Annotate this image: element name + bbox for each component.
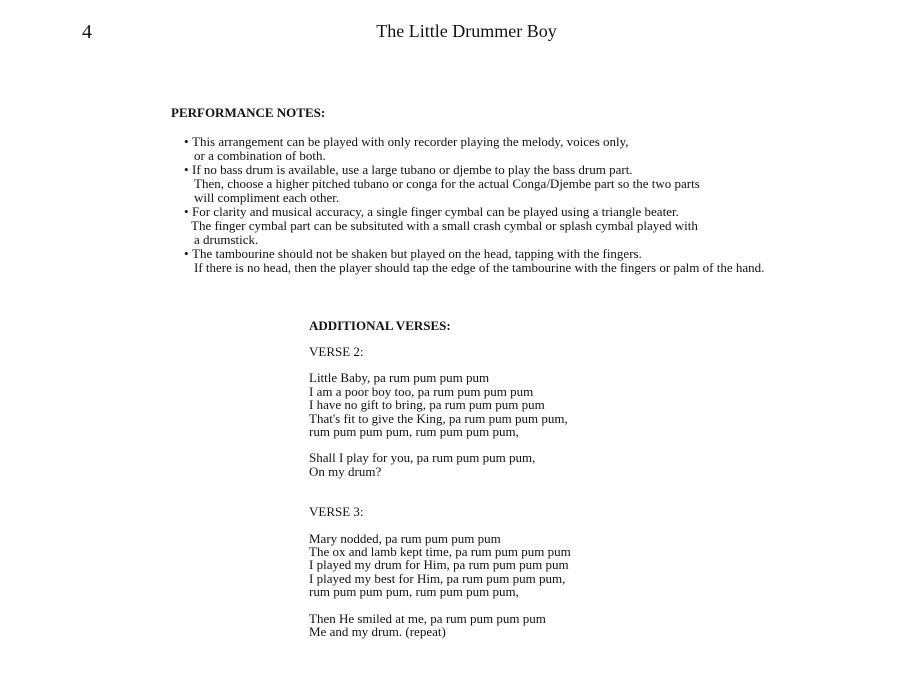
note-item [171, 135, 871, 163]
lyric-line: I have no gift to bring, pa rum pum pum pum [309, 397, 545, 413]
lyric-line: I played my drum for Him, pa rum pum pum pum [309, 557, 569, 573]
additional-verses-heading: ADDITIONAL VERSES: [309, 318, 451, 333]
page-number: 4 [82, 21, 92, 43]
lyric-line: Mary nodded, pa rum pum pum pum [309, 530, 501, 546]
note-item [171, 163, 871, 205]
lyric-line: rum pum pum pum, rum pum pum pum, [309, 584, 519, 600]
lyric-line: Little Baby, pa rum pum pum pum [309, 370, 490, 386]
lyric-line: Then He smiled at me, pa rum pum pum pum [309, 610, 546, 626]
verse-label: VERSE 2: [309, 344, 364, 359]
note-line: Then, choose a higher pitched tubano or conga for the actual Conga/Djembe part so the two parts [194, 176, 700, 191]
bullet-icon: • [184, 134, 189, 149]
note-line: The finger cymbal part can be subsituted with a small crash cymbal or splash cymbal played with [191, 218, 698, 233]
bullet-icon: • [184, 162, 189, 177]
verse-label: VERSE 3: [309, 504, 364, 520]
note-line: or a combination of both. [194, 148, 326, 163]
lyric-line: I played my best for Him, pa rum pum pum pum, [309, 570, 566, 586]
lyric-line: Shall I play for you, pa rum pum pum pum, [309, 450, 536, 466]
bullet-icon: • [184, 204, 189, 219]
lyric-line: The ox and lamb kept time, pa rum pum pum pum [309, 544, 571, 560]
verse-stanza [309, 451, 729, 478]
verse-stanza [309, 532, 729, 599]
note-line: will compliment each other. [194, 190, 340, 205]
bullet-icon: • [184, 246, 189, 261]
note-text: This arrangement can be played with only recorder playing the melody, voices only, [192, 134, 629, 149]
page-title: The Little Drummer Boy [376, 21, 557, 41]
additional-verses-section [309, 318, 729, 639]
note-line [171, 247, 871, 261]
performance-notes-section [171, 105, 871, 275]
note-item [171, 205, 871, 247]
note-line: a drumstick. [194, 232, 259, 247]
lyric-line: rum pum pum pum, rum pum pum pum, [309, 424, 519, 440]
note-text: If no bass drum is available, use a large tubano or djembe to play the bass drum part. [192, 162, 633, 177]
verse-stanza [309, 612, 729, 639]
note-text: For clarity and musical accuracy, a single finger cymbal can be played using a triangle beater. [192, 204, 679, 219]
lyric-line: On my drum? [309, 463, 382, 479]
note-line: If there is no head, then the player should tap the edge of the tambourine with the fingers or palm of the hand. [194, 260, 765, 275]
note-line [171, 163, 871, 177]
performance-notes-list [171, 135, 871, 275]
note-text: The tambourine should not be shaken but played on the head, tapping with the fingers. [192, 246, 642, 261]
performance-notes-heading: PERFORMANCE NOTES: [171, 105, 326, 120]
lyric-line: That's fit to give the King, pa rum pum pum pum, [309, 410, 568, 426]
note-item [171, 247, 871, 275]
note-line [171, 205, 871, 219]
lyric-line: Me and my drum. (repeat) [309, 624, 446, 640]
lyric-line: I am a poor boy too, pa rum pum pum pum [309, 383, 534, 399]
verse-stanza [309, 371, 729, 438]
note-line [171, 135, 871, 149]
